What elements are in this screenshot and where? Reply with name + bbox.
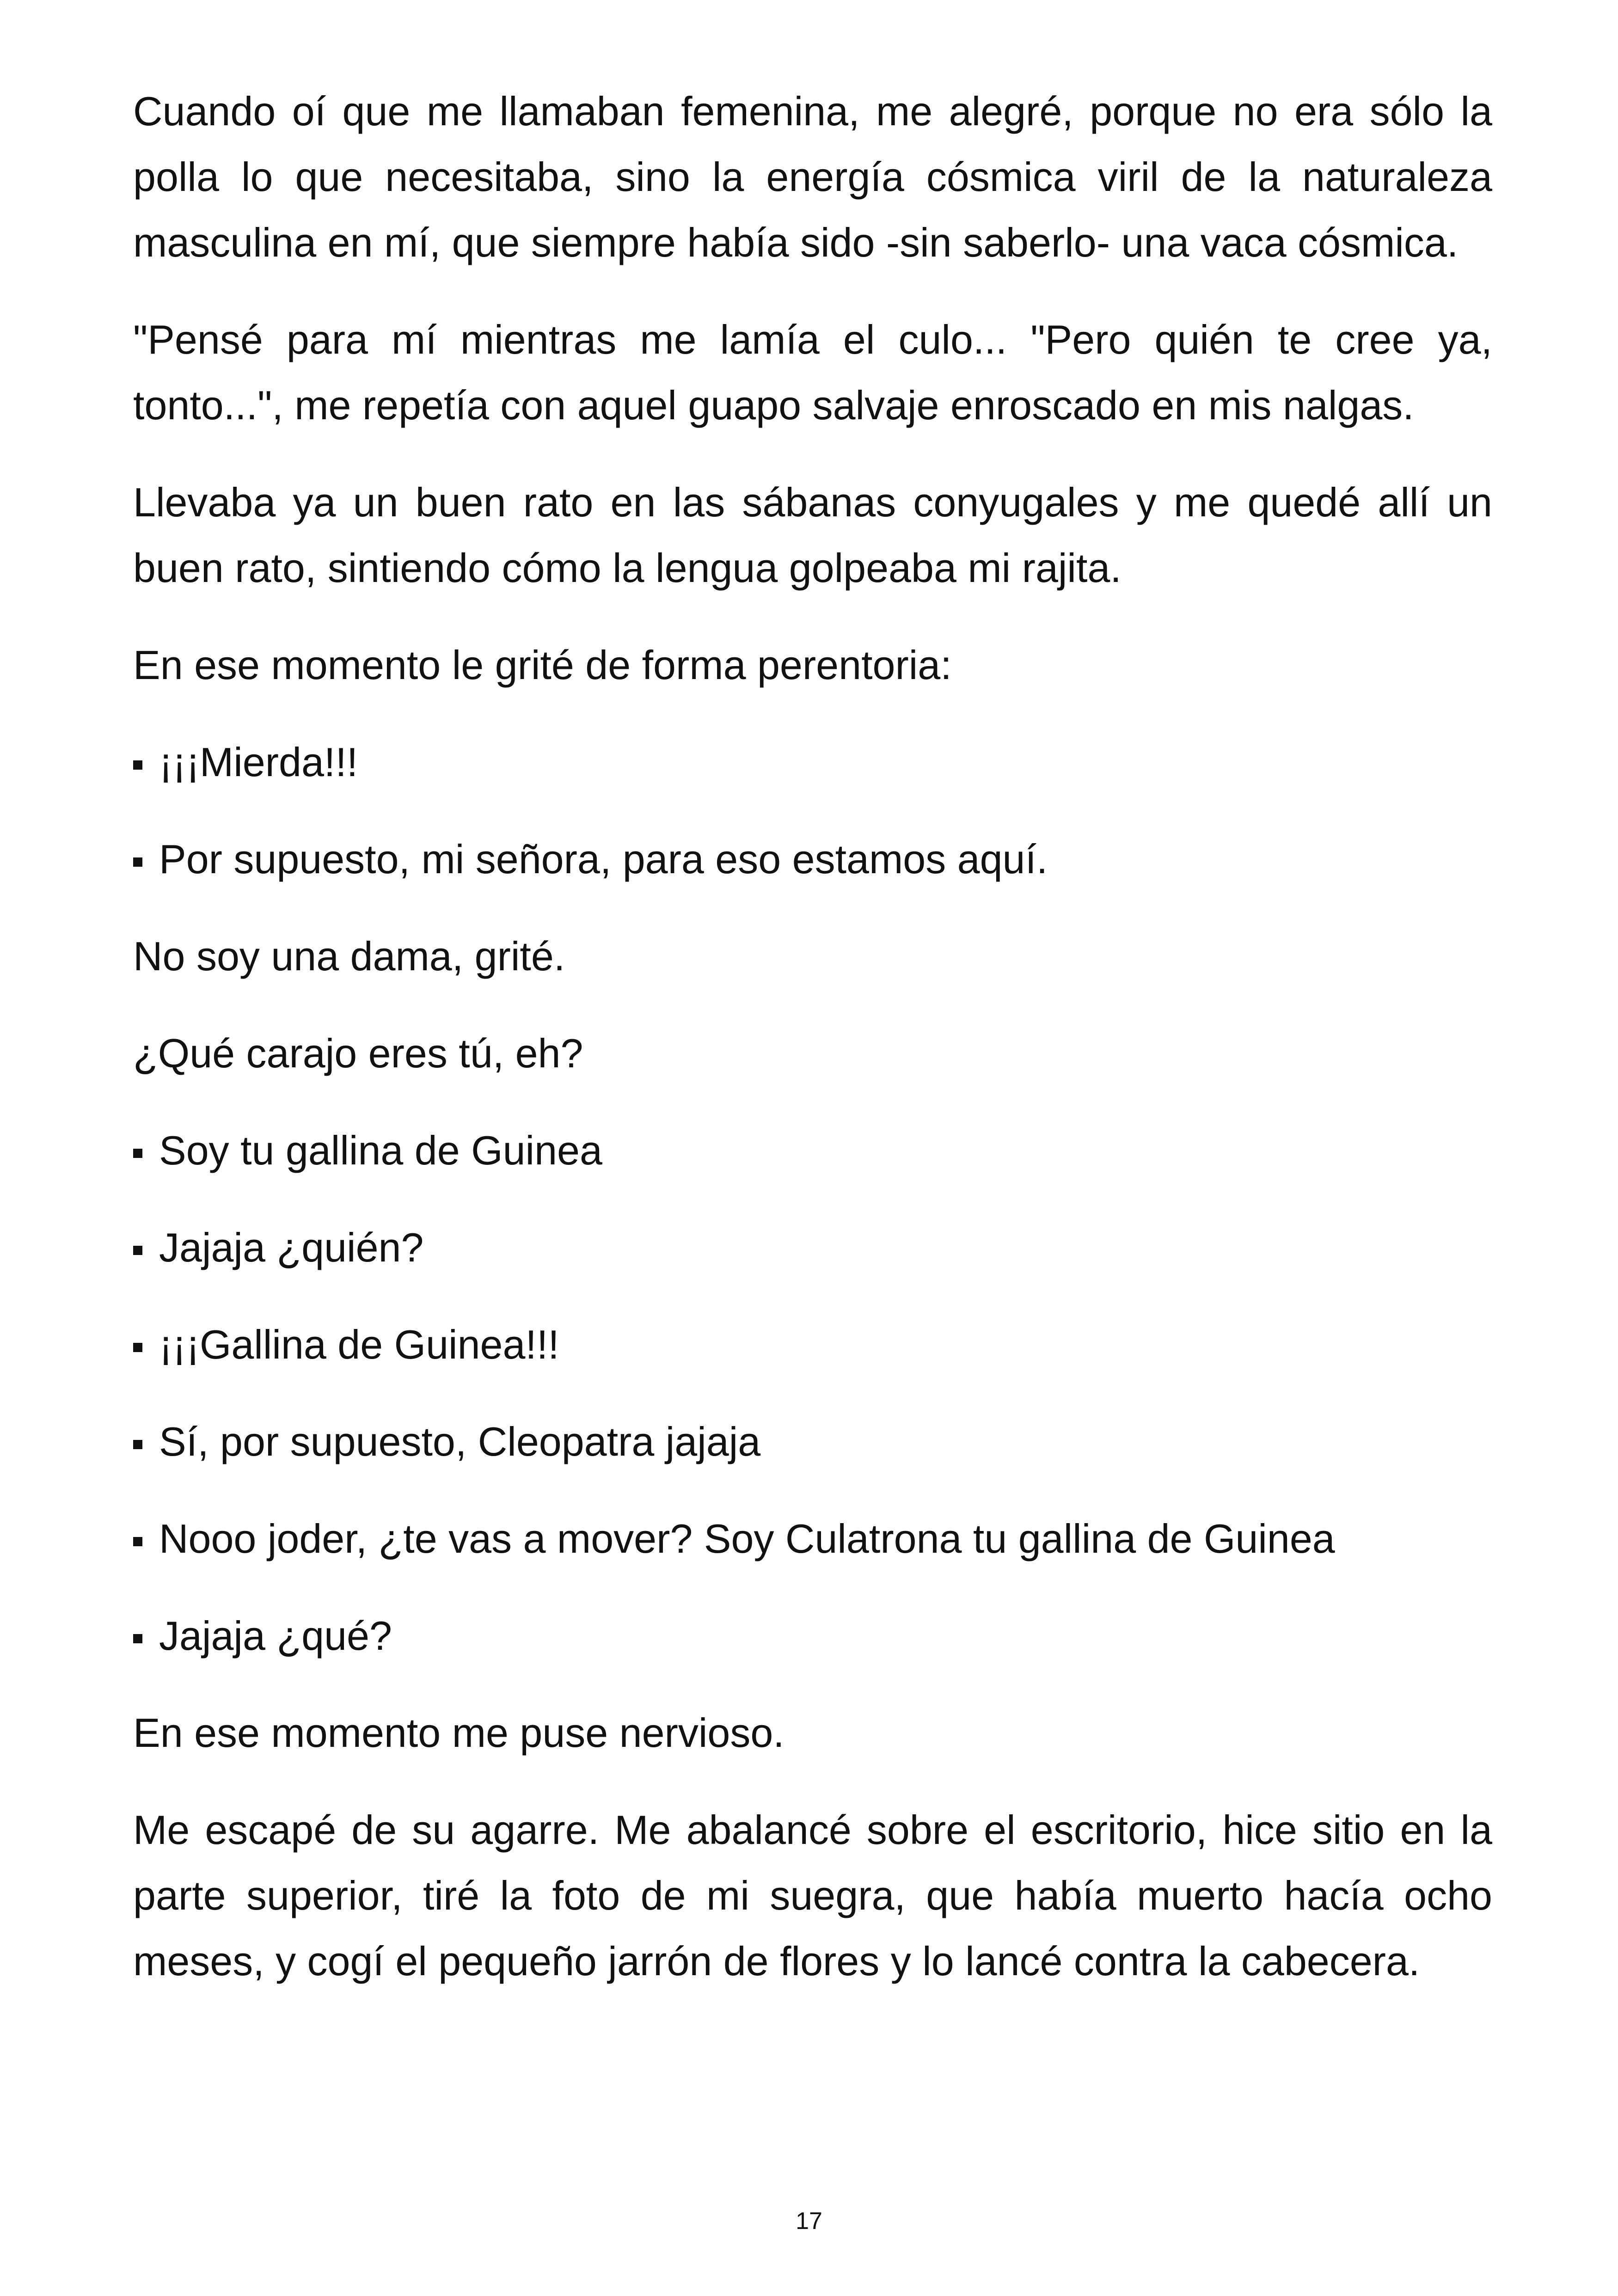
- dialogue-text: ¡¡¡Mierda!!!: [159, 739, 358, 785]
- dialogue-text: Soy tu gallina de Guinea: [159, 1127, 602, 1173]
- dialogue-line: [133, 1215, 1492, 1280]
- dialogue-text: Jajaja ¿quién?: [159, 1225, 424, 1270]
- dialogue-text: Nooo joder, ¿te vas a mover? Soy Culatrona tu gallina de Guinea: [159, 1516, 1335, 1561]
- dialogue-dash-icon: [133, 1537, 142, 1546]
- dialogue-text: Jajaja ¿qué?: [159, 1613, 392, 1659]
- paragraph: En ese momento le grité de forma perentoria:: [133, 642, 952, 688]
- dialogue-line: [133, 1603, 1492, 1669]
- paragraph: ¿Qué carajo eres tú, eh?: [133, 1030, 583, 1076]
- dialogue-dash-icon: [133, 760, 142, 770]
- paragraph: En ese momento me puse nervioso.: [133, 1710, 784, 1756]
- dialogue-line: [133, 1118, 1492, 1183]
- dialogue-line: [133, 729, 1492, 795]
- paragraph: Cuando oí que me llamaban femenina, me alegré, porque no era sólo la polla lo que necesitaba, sino la energía cósmica viril de la naturaleza masculina en mí, que siempre había sido -sin saberlo- una vaca cósmica.: [133, 88, 1492, 265]
- dialogue-text: ¡¡¡Gallina de Guinea!!!: [159, 1322, 559, 1367]
- body-text: [133, 79, 1492, 2026]
- dialogue-dash-icon: [133, 1634, 142, 1643]
- paragraph: Llevaba ya un buen rato en las sábanas conyugales y me quedé allí un buen rato, sintiendo cómo la lengua golpeaba mi rajita.: [133, 479, 1492, 591]
- dialogue-dash-icon: [133, 857, 142, 867]
- paragraph: No soy una dama, grité.: [133, 933, 565, 979]
- page-number: 17: [796, 2208, 822, 2235]
- dialogue-dash-icon: [133, 1343, 142, 1352]
- paragraph: "Pensé para mí mientras me lamía el culo... "Pero quién te cree ya, tonto...", me repetía con aquel guapo salvaje enroscado en mis nalgas.: [133, 317, 1492, 428]
- dialogue-line: [133, 1409, 1492, 1475]
- dialogue-dash-icon: [133, 1440, 142, 1449]
- dialogue-line: [133, 1506, 1492, 1572]
- dialogue-text: Por supuesto, mi señora, para eso estamos aquí.: [159, 836, 1048, 882]
- dialogue-line: [133, 827, 1492, 892]
- dialogue-dash-icon: [133, 1149, 142, 1158]
- dialogue-line: [133, 1312, 1492, 1378]
- paragraph: Me escapé de su agarre. Me abalancé sobre el escritorio, hice sitio en la parte superior, tiré la foto de mi suegra, que había muerto hacía ocho meses, y cogí el pequeño jarrón de flores y lo lancé contra la cabecera.: [133, 1807, 1492, 1984]
- dialogue-text: Sí, por supuesto, Cleopatra jajaja: [159, 1419, 761, 1464]
- dialogue-dash-icon: [133, 1246, 142, 1255]
